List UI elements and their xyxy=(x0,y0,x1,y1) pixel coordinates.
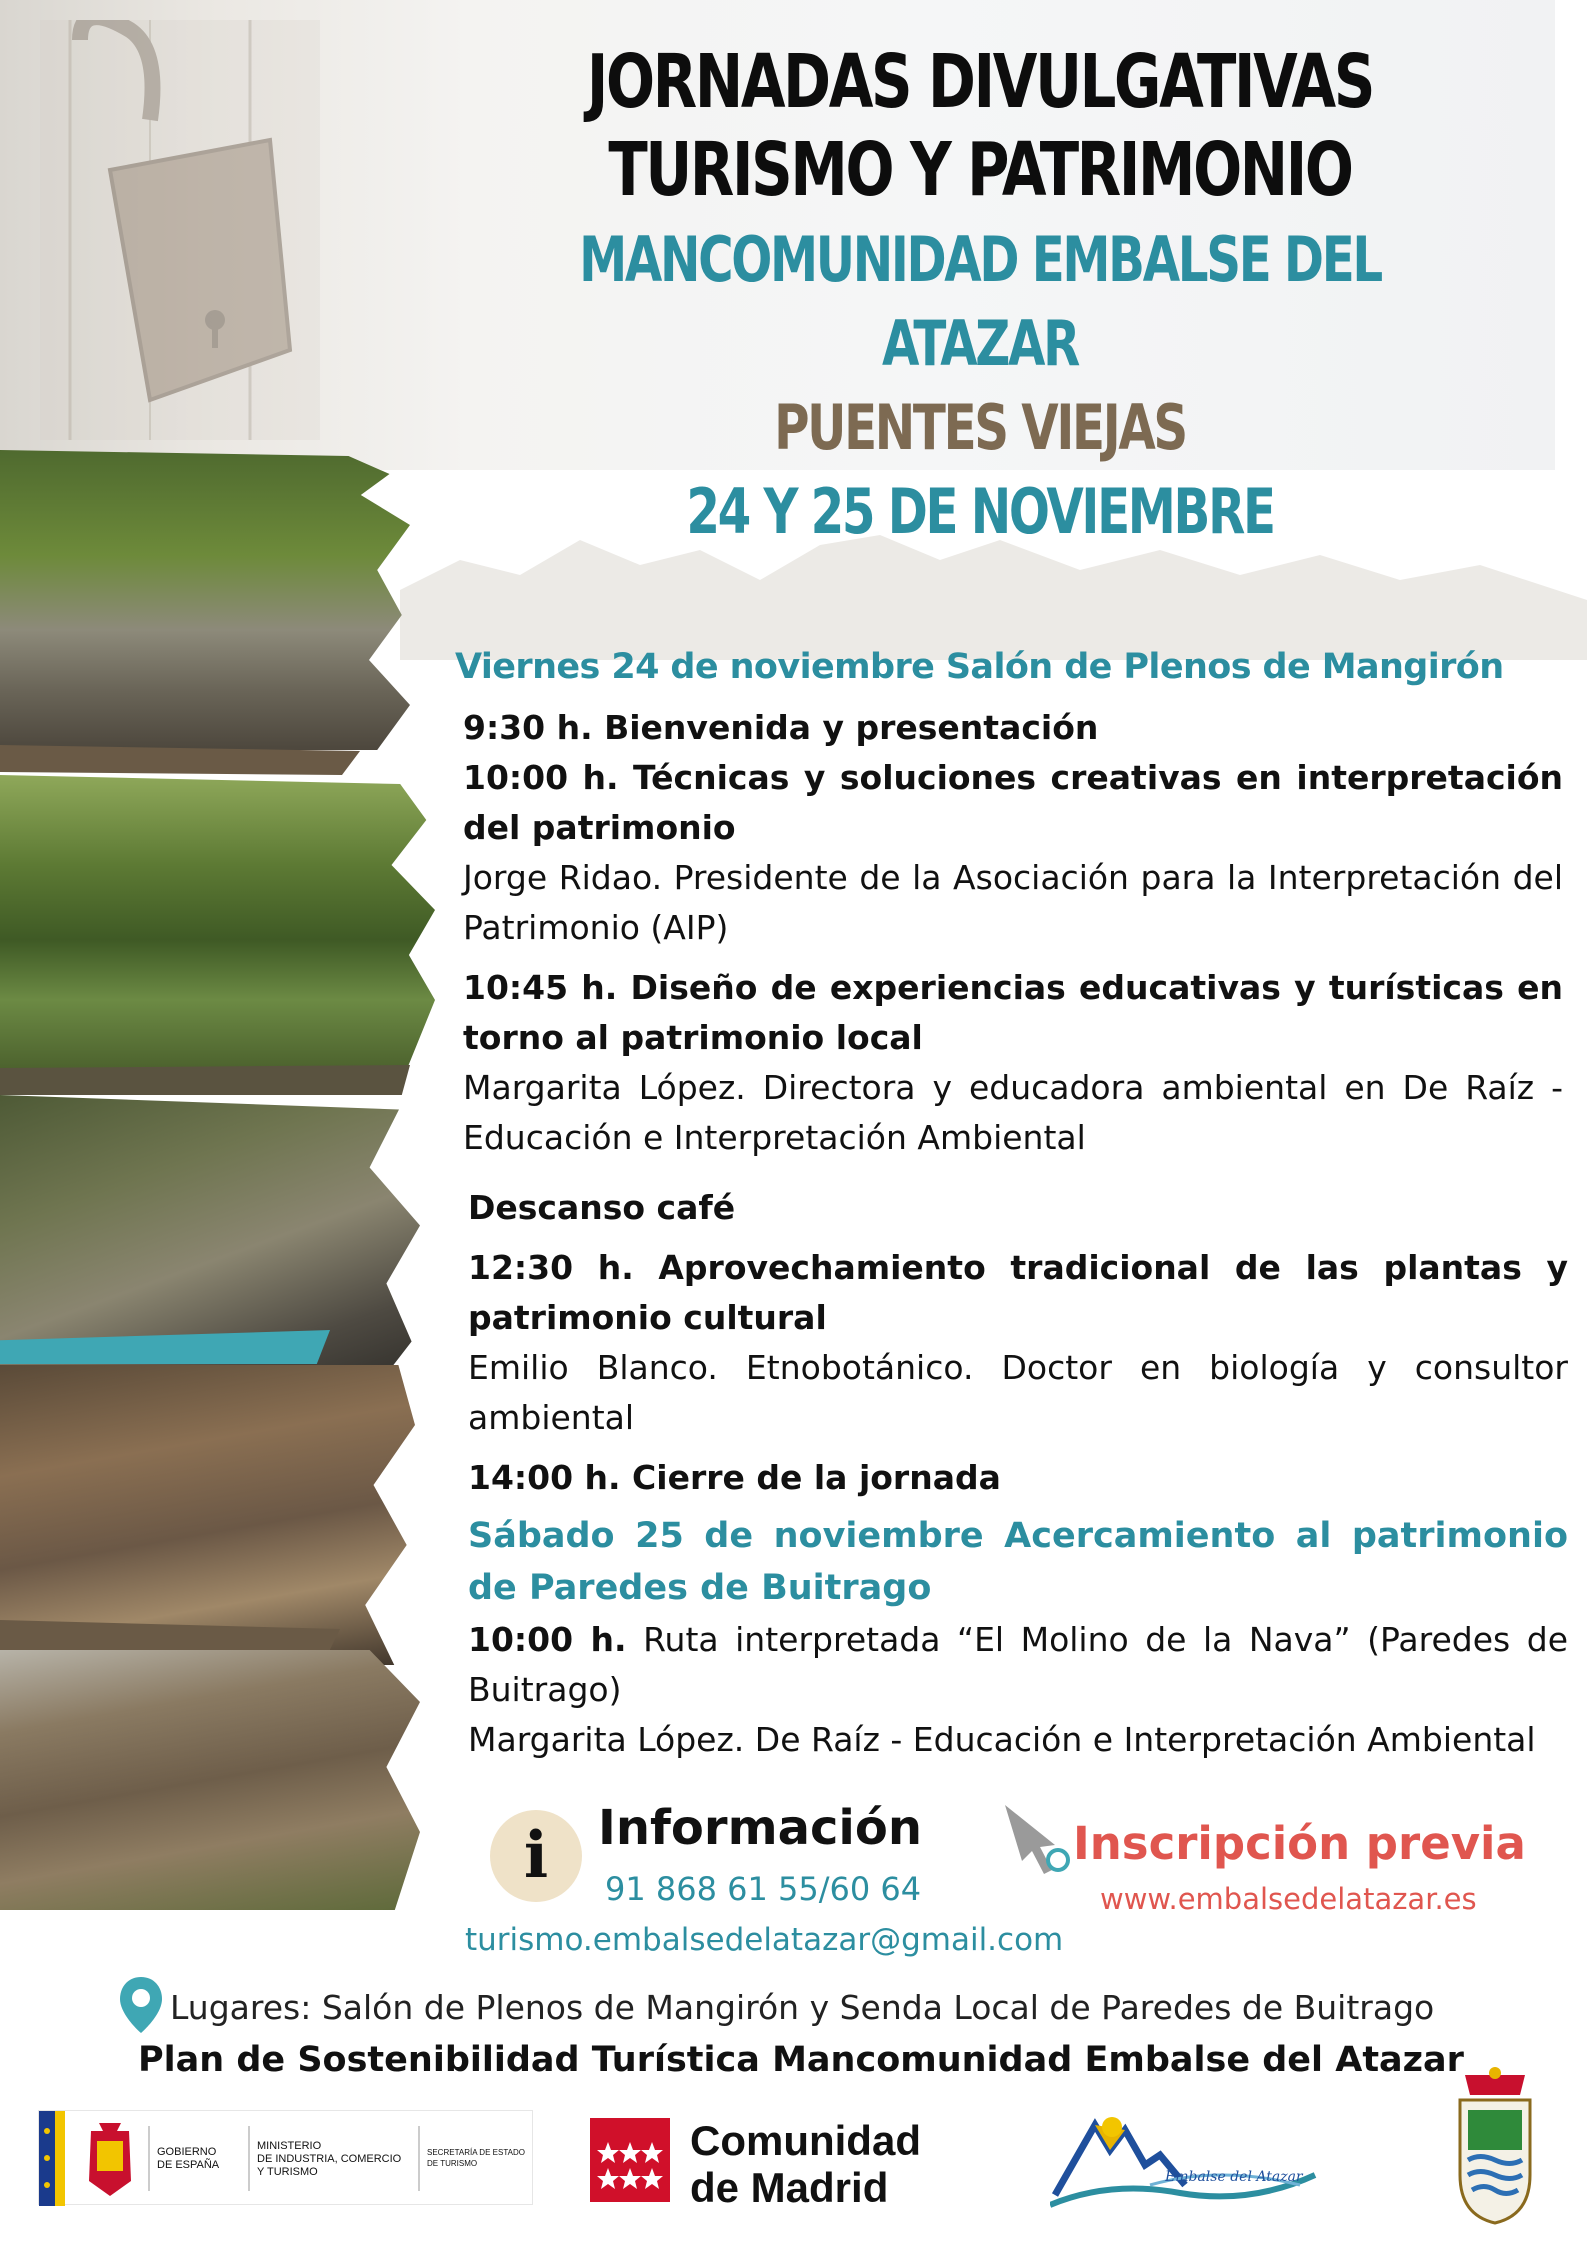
info-email[interactable]: turismo.embalsedelatazar@gmail.com xyxy=(465,1922,1064,1958)
dates-title: 24 Y 25 DE NOVIEMBRE xyxy=(686,475,1274,548)
photo-stone-wall xyxy=(0,450,410,750)
header-titles xyxy=(400,38,1560,554)
cm-label-1: Comunidad xyxy=(690,2117,921,2164)
day2-speaker: Margarita López. De Raíz - Educación e Interpretación Ambiental xyxy=(468,1720,1536,1759)
item-plants-speaker: Emilio Blanco. Etnobotánico. Doctor en biología y consultor ambiental xyxy=(468,1348,1568,1437)
town-title: PUENTES VIEJAS xyxy=(774,391,1186,464)
mountain-silhouette xyxy=(400,520,1587,660)
gobierno-espana-logo xyxy=(38,2110,533,2205)
municipal-shield-logo xyxy=(1450,2065,1540,2225)
day2-heading: Sábado 25 de noviembre Acercamiento al patrimonio de Paredes de Buitrago xyxy=(468,1516,1568,1608)
photo-stone-hut xyxy=(0,1650,420,1910)
gobierno-label-2: DE ESPAÑA xyxy=(157,2159,220,2171)
gobierno-label-1: GOBIERNO xyxy=(157,2146,217,2158)
organizer-title: MANCOMUNIDAD EMBALSE DEL ATAZAR xyxy=(579,223,1381,380)
embalse-logo-graphic xyxy=(1050,2105,1320,2215)
padlock-image xyxy=(40,20,320,440)
comunidad-madrid-graphic xyxy=(590,2110,970,2210)
pointer-arrow-icon xyxy=(1000,1800,1080,1880)
title-line-2: TURISMO Y PATRIMONIO xyxy=(608,127,1352,213)
day2-activity xyxy=(468,1615,1568,1715)
info-icon: i xyxy=(490,1810,582,1902)
title-line-1: JORNADAS DIVULGATIVAS xyxy=(586,39,1374,125)
item-techniques-title: 10:00 h. Técnicas y soluciones creativas en interpretación del patrimonio xyxy=(463,758,1563,847)
item-welcome: 9:30 h. Bienvenida y presentación xyxy=(463,708,1099,747)
plants-title-text: . Aprovechamiento tradicional de las plantas y patrimonio cultural xyxy=(468,1248,1569,1337)
registration-url[interactable]: www.embalsedelatazar.es xyxy=(1100,1882,1477,1916)
cm-label-2: de Madrid xyxy=(690,2164,889,2210)
info-title: Información xyxy=(598,1800,923,1856)
places-text: Lugares: Salón de Plenos de Mangirón y Senda Local de Paredes de Buitrago xyxy=(170,1988,1435,2027)
secretaria-label-2: DE TURISMO xyxy=(427,2159,478,2168)
item-experiences-title: 10:45 h. Diseño de experiencias educativas y turísticas en torno al patrimonio local xyxy=(463,968,1563,1057)
photo-mill-interior xyxy=(0,1365,415,1665)
registration-title: Inscripción previa xyxy=(1073,1817,1526,1870)
ministerio-label-3: Y TURISMO xyxy=(257,2166,318,2178)
plants-time: 12:30 h xyxy=(468,1248,622,1287)
ministerio-label-2: DE INDUSTRIA, COMERCIO xyxy=(257,2153,402,2165)
item-experiences-speaker: Margarita López. Directora y educadora ambiental en De Raíz - Educación e Interpretación Ambiental xyxy=(463,1068,1563,1157)
secretaria-label-1: SECRETARÍA DE ESTADO xyxy=(427,2148,525,2157)
embalse-atazar-logo xyxy=(1050,2105,1320,2215)
embalse-label: Embalse del Atazar xyxy=(1165,2169,1303,2185)
comunidad-madrid-logo xyxy=(590,2110,970,2210)
info-phone[interactable]: 91 868 61 55/60 64 xyxy=(605,1870,922,1908)
item-coffee-break: Descanso café xyxy=(468,1188,736,1227)
item-plants-title xyxy=(468,1243,1568,1343)
location-pin-icon xyxy=(118,1975,164,2035)
item-closing: 14:00 h. Cierre de la jornada xyxy=(468,1458,1001,1497)
photo-collage xyxy=(0,450,440,1910)
gobierno-logo-graphic xyxy=(39,2111,534,2206)
item-techniques-speaker: Jorge Ridao. Presidente de la Asociación para la Interpretación del Patrimonio (AIP) xyxy=(463,858,1563,947)
ministerio-label-1: MINISTERIO xyxy=(257,2140,322,2152)
day1-heading: Viernes 24 de noviembre Salón de Plenos de Mangirón xyxy=(455,647,1504,687)
day2-activity-text: Ruta interpretada “El Molino de la Nava” (Paredes de Buitrago) xyxy=(468,1620,1569,1709)
photo-forest xyxy=(0,775,435,1075)
band-olive xyxy=(0,1065,410,1095)
day2-time: 10:00 h. xyxy=(468,1620,627,1659)
plan-text: Plan de Sostenibilidad Turística Mancomunidad Embalse del Atazar xyxy=(138,2040,1464,2080)
